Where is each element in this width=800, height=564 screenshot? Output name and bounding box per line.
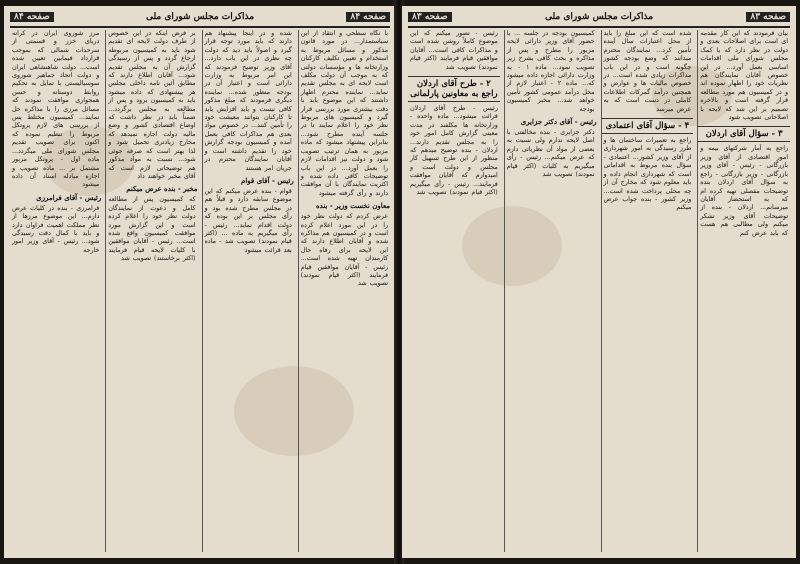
left-page-number-2: صفحه ۸۴ [10,12,54,22]
right-page-title: مذاکرات مجلس شورای ملی [544,12,654,22]
right-page-number: صفحه ۸۳ [746,12,790,22]
column-text: راجع به آمار شرکتهای بیمه و امور اقتصادی از آقای وزیر بازرگانی - رئیس - آقای وزیر بازرگانی - وزیر بازرگانی - راجع به سؤال آقای اردلان بنده توضیحات مفصلی تهیه کرده ام که به استحضار آقایان میرسانم... اردلان - بنده از توضیحات آقای وزیر تشکر میکنم ولی مطالبی هم هست که باید عرض کنم [700,145,788,237]
right-page-header [408,8,790,28]
column-text: که کمیسیون پس از مطالعه کامل و دعوت از نمایندگان دولت نظر خود را اعلام کرده است و این گزارش مورد موافقت کمیسیون واقع شده است... رئیس - آقایان موافقین با کلیات لایحه قیام فرمایند (اکثر برخاستند) تصویب شد [108,196,196,263]
speaker-line: رئیس - آقای دکتر جزایری [520,117,597,127]
column-text: فرامرزی - بنده در کلیات عرض دارم... این موضوع مرزها از نظر مملکت اهمیت فراوان دارد و باید با کمال دقت رسیدگی شود... رئیس - آقای وزیر امور خارجه [12,204,100,254]
speaker-line: رئیس - آقای قوام [241,175,294,185]
speaker-line: معاون نخست وزیر - بنده [316,201,390,211]
column-text: شده و در اینجا پیشنهاد هم دارند که باید مورد توجه قرار گیرد و اصولاً باید دید که دولت چه نظری در این باب دارد... آقای وزیر توضیح فرمودند که این امر مربوط به وزارت دارائی است و اعتبار آن در بودجه منظور شده... نماینده دیگری فرمودند که مبلغ مذکور کافی نیست و باید افزایش یابد تا کارکنان بتوانند معیشت خود را تأمین کنند... در خصوص مواد بعدی هم مذاکرات کافی بعمل آمده و کمیسیون بودجه گزارش خود را تقدیم داشته است و آقایان نمایندگان محترم در جریان امر هستند [204,30,292,172]
section-heading: ۳ - سؤال آقای اردلان [698,126,790,142]
column-text: با نگاه سطحی و انتقاد از این سیاستمدار... در مورد قانون مذکور و مسائل مربوط به استخدام و تعیین تکلیف کارکنان وزارتخانه ها و مؤسسات دولتی که به موجب آن دولت مکلف است لایحه ای به مجلس تقدیم نماید... نماینده محترم اظهار داشتند که این موضوع باید با دقت بیشتری مورد بررسی قرار گیرد و کمیسیون های مربوط نظر خود را اعلام نمایند تا در جلسه آینده مطرح شود... بنابراین پیشنهاد میشود که ماده مزبور به همان ترتیب تصویب شود و دولت نیز اقدامات لازم را بعمل آورد... در این باب توضیحات کافی داده شده و اکثریت نمایندگان با آن موافقت دارند و رأی گرفته میشود [300,30,388,197]
left-column-2 [202,30,294,552]
left-page-header [10,8,390,28]
right-column-4 [408,30,500,552]
right-page-number-2: صفحه ۸۳ [408,12,452,22]
left-column-3 [105,30,197,552]
column-text: رئیس - طرح آقای اردلان قرائت میشود... ماده واحده - وزارتخانه ها مکلفند در مدت معینی گزارش کامل امور خود را به مجلس تقدیم دارند... اردلان - بنده توضیح میدهم که منظور از این طرح تسهیل کار مجلس و دولت است و امیدوارم که آقایان موافقت فرمایند... رئیس - رأی میگیریم (اکثر قیام نمودند) تصویب شد [410,105,498,197]
left-page-title: مذاکرات مجلس شورای ملی [145,12,255,22]
left-column-1 [298,30,390,552]
column-text: رئیس - تصور میکنم که این موضوع کاملاً روشن شده است و مذاکرات کافی است... آقایان موافقین قیام فرمایند (اکثر قیام نمودند) تصویب شد [410,30,498,71]
column-text: بر فرض اینکه در این خصوص از طرف دولت لایحه ای تقدیم شود باید به کمیسیون مربوطه ارجاع گردد و پس از رسیدگی گزارش آن به مجلس تقدیم شود... آقایان اطلاع دارند که مطابق آئین نامه داخلی مجلس هر پیشنهادی که داده میشود باید به کمیسیون برود و پس از مطالعه به مجلس برگردد... ضمناً باید در نظر داشت که اوضاع اقتصادی کشور و وضع مالیه دولت اجازه نمیدهد که مخارج زیادتری تحمیل شود و لذا بهتر است که صرفه جوئی شود... نسبت به مواد مذکور هم توضیحاتی لازم است که آقای مخبر خواهند داد [108,30,196,180]
column-text: قوام - بنده عرض میکنم که این موضوع سابقه دارد و قبلاً هم در مجلس مطرح شده بود و رأی مجلس بر این بوده که دولت اقدام نماید... رئیس - رأی میگیریم به ماده ... (اکثر قیام نمودند) تصویب شد - ماده بعد قرائت میشود [204,187,292,254]
column-text: مرز شوروی ایران در کرانه دریای خزر و قسمتی از سرحدات شمالی که بموجب قرارداد فیمابین تعیین شده است... دولت شاهنشاهی ایران و دولت اتحاد جماهیر شوروی سوسیالیستی با تمایل به تحکیم روابط دوستانه و حسن همجواری موافقت نمودند که مسائل مرزی را با مذاکره حل نمایند... کمیسیون مختلط پس از بررسی های لازم پروتکل مربوط را تنظیم نموده که اکنون برای تصویب تقدیم مجلس شورای ملی میگردد... ماده اول - پروتکل مزبور مشتمل بر ... ماده تصویب و اجازه مبادله اسناد آن داده میشود [12,30,100,189]
left-page [4,6,396,558]
section-heading: ۴ - سؤال آقای اعتمادی [602,118,694,134]
right-columns [408,30,790,552]
column-text: دکتر جزایری - بنده مخالفتی با اصل لایحه ندارم ولی نسبت به بعضی از مواد آن نظریاتی دارم که عرض میکنم... رئیس - رأی میگیریم به کلیات (اکثر قیام نمودند) تصویب شد [506,129,595,179]
right-column-1 [697,30,790,552]
right-column-2 [601,30,694,552]
section-heading: ۲ - طرح آقای اردلان راجع به معاونین پارلمانی [408,76,500,102]
column-text: کمیسیون بودجه در جلسه ... با حضور آقای وزیر دارائی لایحه مزبور را مطرح و پس از مذاکره و بحث کافی بشرح زیر تصویب نمود... ماده ۱ - به وزارت دارائی اجازه داده میشود که... ماده ۲ - اعتبار لازم از محل درآمد عمومی کشور تأمین خواهد شد... مخبر کمیسیون بودجه [506,30,595,113]
speaker-line: رئیس - آقای فرامرزی [36,192,102,202]
column-text: شده است که این مبلغ را باید از محل اعتبارات سال آینده تأمین کرد... نمایندگان محترم میدانند که وضع بودجه کشور چگونه است و در این باب مذاکرات زیادی شده است... در خصوص مالیات ها و عوارض و همچنین درآمد گمرکات اطلاعات کاملی در دست است که به عرض میرسد [603,30,692,113]
left-columns [10,30,390,552]
column-text: بیان فرمودند که این کار مقدمه ای است برای اصلاحات بعدی و دولت در نظر دارد که با کمک مجلس شورای ملی اقدامات اساسی بعمل آورد... در این خصوص آقایان نمایندگان هم نظریات خود را اظهار نموده اند و در کمیسیون هم مورد مطالعه قرار گرفته است و بالاخره تصمیم بر این شد که لایحه با اصلاحاتی تصویب شود [700,30,788,122]
left-column-4 [10,30,101,552]
speaker-line: مخبر - بنده عرض میکنم [126,184,198,194]
right-column-3 [504,30,597,552]
right-page [402,6,796,558]
column-text: عرض کردم که دولت نظر خود را در این مورد اعلام کرده است و در کمیسیون هم مذاکره شده و آقایان اطلاع دارند که این لایحه برای رفاه حال کارمندان تهیه شده است... رئیس - آقایان موافقین قیام فرمایند (اکثر قیام نمودند) تصویب شد [300,213,388,288]
left-page-number: صفحه ۸۴ [346,12,390,22]
column-text: راجع به تعمیرات ساختمان ها و طرز رسیدگی به امور شهرداری از آقای وزیر کشور... اعتمادی - سؤال بنده مربوط به اقداماتی است که شهرداری انجام داده و باید معلوم شود که مخارج آن از چه محلی پرداخت شده است... وزیر کشور - بنده جواب عرض میکنم [603,137,692,212]
